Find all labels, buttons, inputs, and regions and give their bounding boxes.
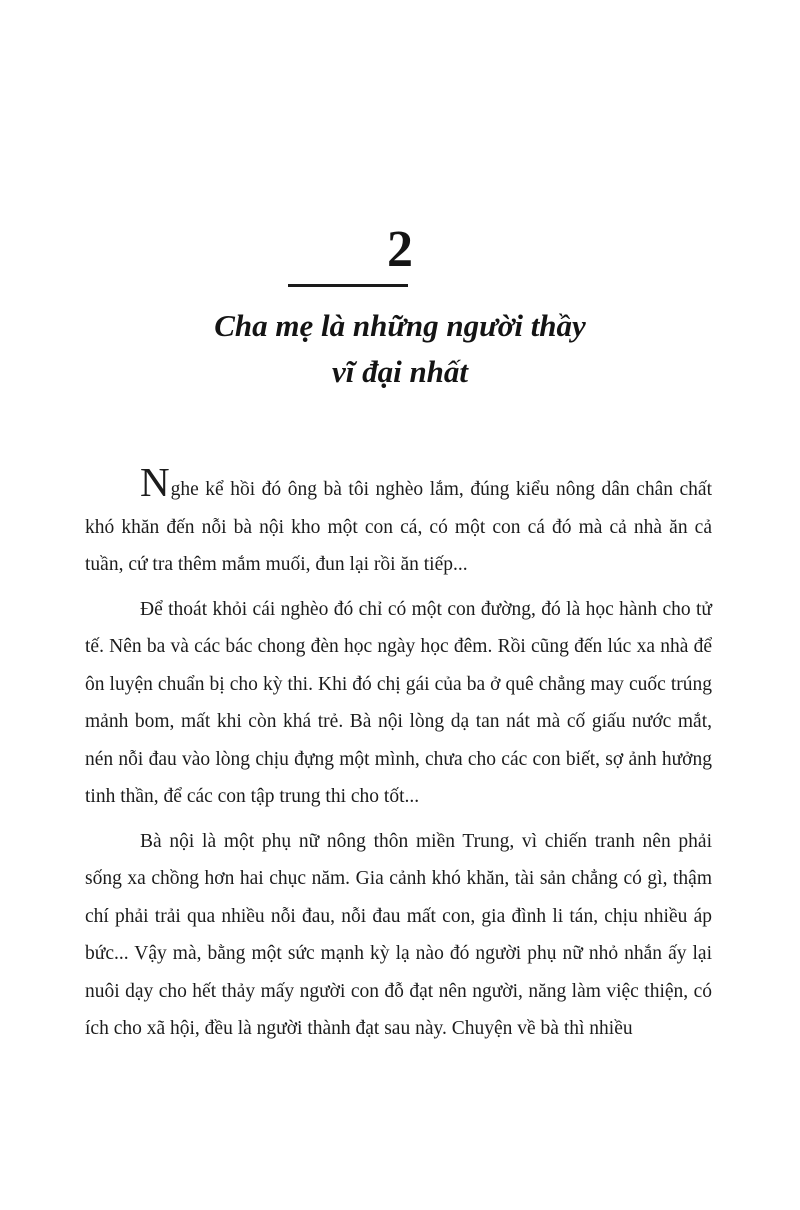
body-text bbox=[85, 459, 712, 1048]
paragraph: Bà nội là một phụ nữ nông thôn miền Trung, vì chiến tranh nên phải sống xa chồng hơn hai chục năm. Gia cảnh khó khăn, tài sản chẳng có gì, thậm chí phải trải qua nhiều nỗi đau, nỗi đau mất con, gia đình li tán, chịu nhiều áp bức... Vậy mà, bằng một sức mạnh kỳ lạ nào đó người phụ nữ nhỏ nhắn ấy lại nuôi dạy cho hết thảy mấy người con đỗ đạt nên người, năng làm việc thiện, có ích cho xã hội, đều là người thành đạt sau này. Chuyện về bà thì nhiều bbox=[85, 830, 712, 1039]
chapter-title-line1: Cha mẹ là những người thầy bbox=[214, 308, 586, 343]
chapter-number: 2 bbox=[387, 221, 413, 278]
chapter-title-line2: vĩ đại nhất bbox=[331, 354, 469, 389]
paragraph-first bbox=[85, 459, 712, 584]
chapter-title bbox=[0, 303, 800, 395]
paragraph: Để thoát khỏi cái nghèo đó chỉ có một con đường, đó là học hành cho tử tế. Nên ba và các bác chong đèn học ngày học đêm. Rồi cũng đến lúc xa nhà để ôn luyện chuẩn bị cho kỳ thi. Khi đó chị gái của ba ở quê chẳng may cuốc trúng mảnh bom, mất khi còn khá trẻ. Bà nội lòng dạ tan nát mà cố giấu nước mắt, nén nỗi đau vào lòng chịu đựng một mình, chưa cho các con biết, sợ ảnh hưởng tinh thần, để các con tập trung thi cho tốt... bbox=[85, 598, 712, 807]
drop-cap: N bbox=[140, 459, 171, 505]
paragraph-first-text: ghe kể hồi đó ông bà tôi nghèo lắm, đúng kiểu nông dân chân chất khó khăn đến nỗi bà nội kho một con cá, có một con cá đó mà cả nhà ăn cả tuần, cứ tra thêm mắm muối, đun lại rồi ăn tiếp... bbox=[85, 479, 712, 575]
chapter-divider-line bbox=[288, 284, 408, 287]
